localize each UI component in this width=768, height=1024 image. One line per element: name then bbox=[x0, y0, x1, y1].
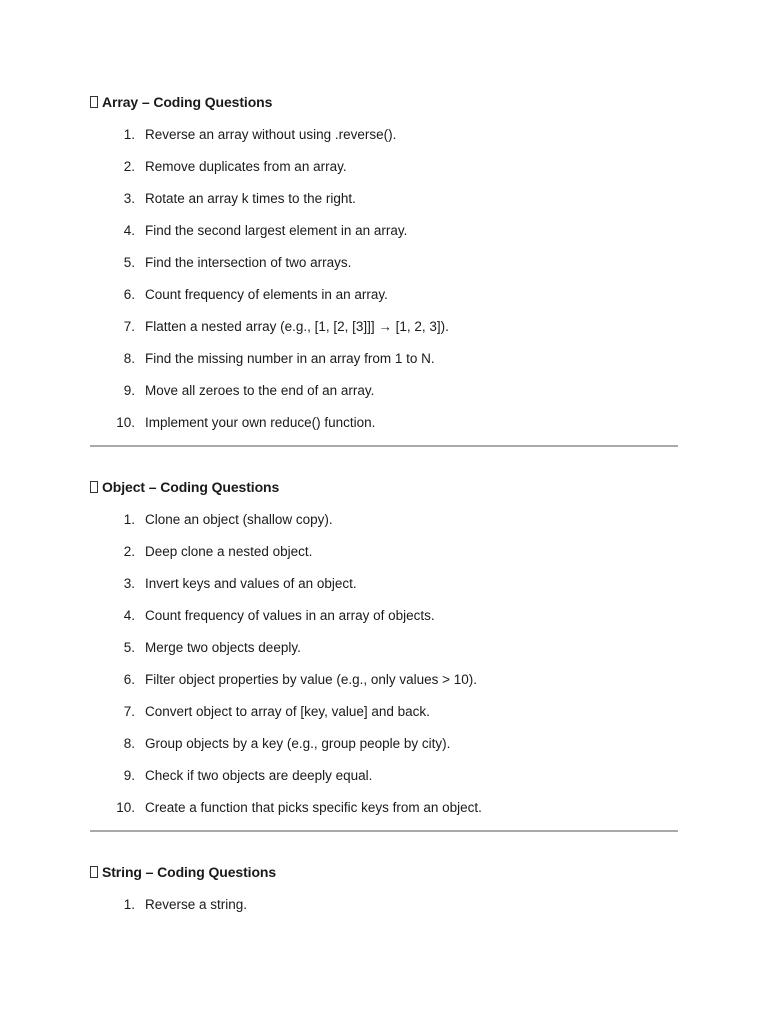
list-item-number: 3. bbox=[123, 190, 135, 206]
section-array bbox=[90, 92, 449, 438]
list-item-text: Find the second largest element in an array. bbox=[145, 222, 408, 238]
list-item bbox=[90, 567, 482, 599]
question-list bbox=[90, 118, 449, 438]
missing-glyph-icon bbox=[90, 481, 98, 493]
section-string bbox=[90, 862, 276, 920]
list-item-number: 9. bbox=[123, 767, 135, 783]
list-item-number: 8. bbox=[123, 735, 135, 751]
list-item bbox=[90, 631, 482, 663]
list-item bbox=[90, 150, 449, 182]
list-item-number: 7. bbox=[123, 318, 135, 334]
list-item-text: Count frequency of values in an array of objects. bbox=[145, 607, 435, 623]
section-heading-text: Object – Coding Questions bbox=[102, 479, 280, 495]
list-item bbox=[90, 503, 482, 535]
list-item-text: Find the intersection of two arrays. bbox=[145, 254, 352, 270]
list-item-text: Reverse an array without using .reverse(). bbox=[145, 126, 397, 142]
section-object bbox=[90, 477, 482, 823]
list-item-number: 10. bbox=[116, 414, 135, 430]
list-item-text: Group objects by a key (e.g., group people by city). bbox=[145, 735, 451, 751]
list-item-number: 9. bbox=[123, 382, 135, 398]
list-item bbox=[90, 888, 276, 920]
list-item-text: Implement your own reduce() function. bbox=[145, 414, 376, 430]
section-heading-text: Array – Coding Questions bbox=[102, 94, 273, 110]
list-item-number: 1. bbox=[123, 511, 135, 527]
list-item-text: Clone an object (shallow copy). bbox=[145, 511, 333, 527]
list-item bbox=[90, 791, 482, 823]
list-item-number: 3. bbox=[123, 575, 135, 591]
list-item-number: 1. bbox=[123, 896, 135, 912]
list-item-number: 6. bbox=[123, 286, 135, 302]
list-item-text: Invert keys and values of an object. bbox=[145, 575, 357, 591]
list-item-number: 7. bbox=[123, 703, 135, 719]
list-item bbox=[90, 535, 482, 567]
section-divider bbox=[90, 830, 678, 832]
section-heading bbox=[90, 477, 482, 497]
list-item bbox=[90, 278, 449, 310]
list-item-number: 5. bbox=[123, 639, 135, 655]
list-item bbox=[90, 182, 449, 214]
list-item bbox=[90, 663, 482, 695]
section-heading bbox=[90, 92, 449, 112]
list-item-number: 2. bbox=[123, 158, 135, 174]
list-item-number: 4. bbox=[123, 607, 135, 623]
list-item bbox=[90, 695, 482, 727]
list-item-text: Count frequency of elements in an array. bbox=[145, 286, 388, 302]
list-item-number: 6. bbox=[123, 671, 135, 687]
missing-glyph-icon bbox=[90, 96, 98, 108]
list-item-text: Flatten a nested array (e.g., [1, [2, [3]]] → [1, 2, 3]). bbox=[145, 318, 449, 334]
list-item bbox=[90, 246, 449, 278]
list-item-number: 2. bbox=[123, 543, 135, 559]
section-heading-text: String – Coding Questions bbox=[102, 864, 277, 880]
list-item-text: Merge two objects deeply. bbox=[145, 639, 301, 655]
question-list bbox=[90, 888, 276, 920]
list-item bbox=[90, 759, 482, 791]
list-item-text: Convert object to array of [key, value] and back. bbox=[145, 703, 430, 719]
list-item bbox=[90, 214, 449, 246]
list-item-text: Reverse a string. bbox=[145, 896, 248, 912]
list-item-text: Rotate an array k times to the right. bbox=[145, 190, 356, 206]
section-heading bbox=[90, 862, 276, 882]
section-divider bbox=[90, 445, 678, 447]
list-item-text: Move all zeroes to the end of an array. bbox=[145, 382, 375, 398]
list-item bbox=[90, 310, 449, 342]
missing-glyph-icon bbox=[90, 866, 98, 878]
list-item-number: 4. bbox=[123, 222, 135, 238]
question-list bbox=[90, 503, 482, 823]
list-item-text: Find the missing number in an array from 1 to N. bbox=[145, 350, 435, 366]
list-item bbox=[90, 599, 482, 631]
list-item bbox=[90, 118, 449, 150]
list-item bbox=[90, 342, 449, 374]
list-item-number: 5. bbox=[123, 254, 135, 270]
list-item bbox=[90, 374, 449, 406]
list-item-number: 1. bbox=[123, 126, 135, 142]
list-item-text: Remove duplicates from an array. bbox=[145, 158, 347, 174]
list-item-number: 10. bbox=[116, 799, 135, 815]
list-item bbox=[90, 727, 482, 759]
list-item-text: Filter object properties by value (e.g., only values > 10). bbox=[145, 671, 478, 687]
list-item-number: 8. bbox=[123, 350, 135, 366]
list-item-text: Deep clone a nested object. bbox=[145, 543, 313, 559]
list-item bbox=[90, 406, 449, 438]
list-item-text: Check if two objects are deeply equal. bbox=[145, 767, 373, 783]
list-item-text: Create a function that picks specific keys from an object. bbox=[145, 799, 482, 815]
